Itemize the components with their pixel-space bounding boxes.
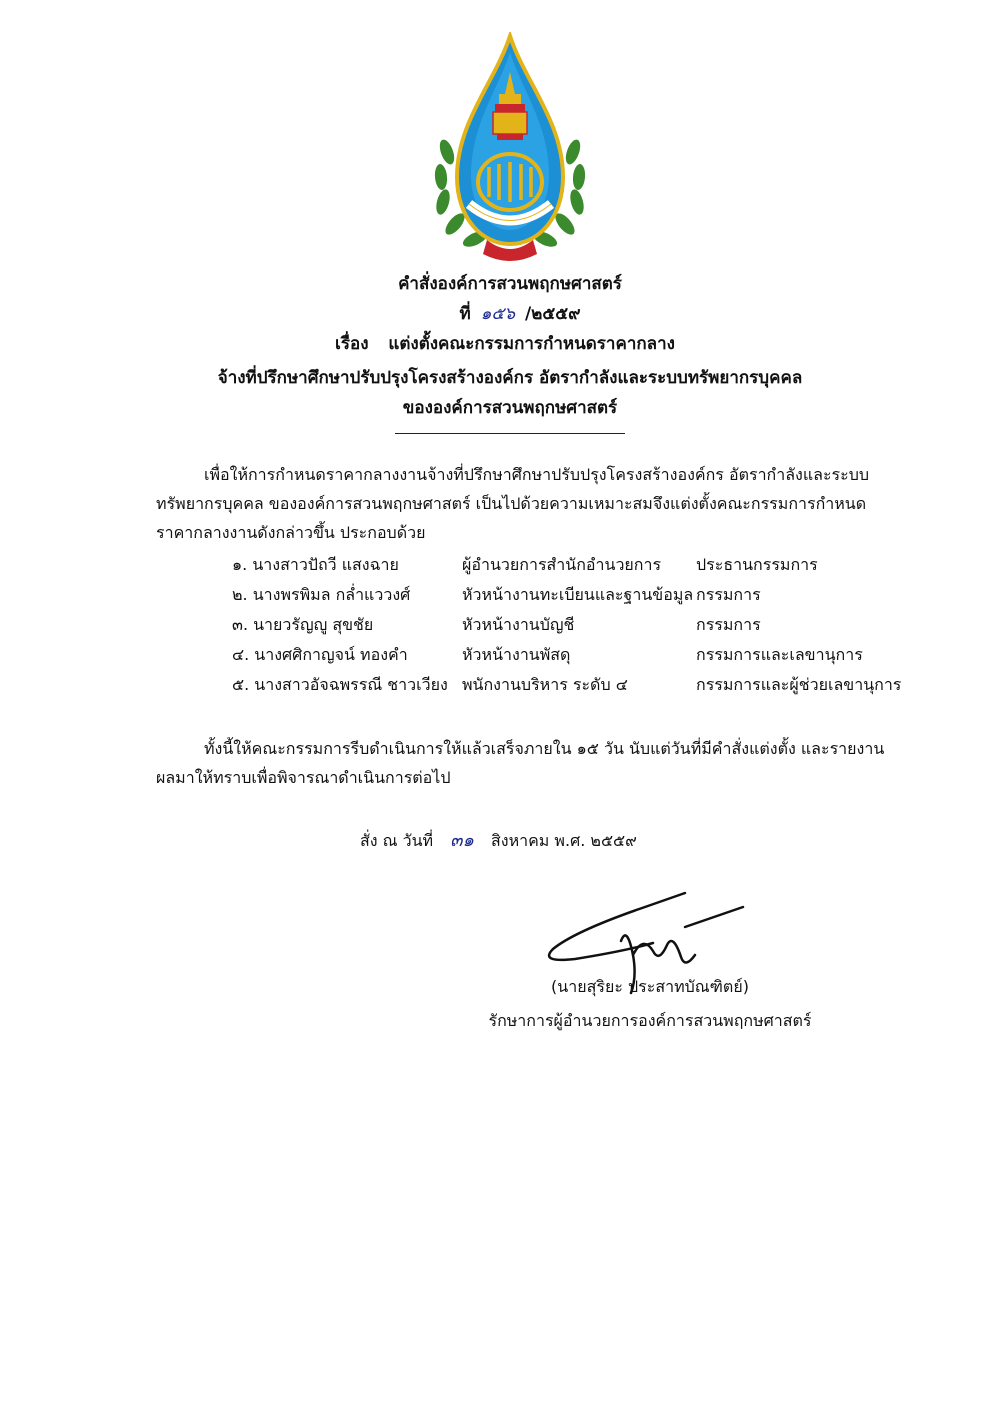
- closing-line: ผลมาให้ทราบเพื่อพิจารณาดำเนินการต่อไป: [156, 768, 451, 787]
- member-name: ๒. นางพรพิมล กล่ำแววงศ์: [232, 585, 411, 604]
- member-name: ๓. นายวรัญญู สุขชัย: [232, 615, 374, 634]
- subject-continued: จ้างที่ปรึกษาศึกษาปรับปรุงโครงสร้างองค์กร อัตรากำลังและระบบทรัพยากรบุคคล: [217, 368, 803, 388]
- intro-paragraph: [156, 460, 926, 547]
- member-position: หัวหน้างานพัสดุ: [462, 645, 571, 664]
- member-position: ผู้อำนวยการสำนักอำนวยการ: [462, 555, 662, 574]
- date-prefix: สั่ง ณ วันที่: [360, 831, 434, 850]
- signer-title: รักษาการผู้อำนวยการองค์การสวนพฤกษศาสตร์: [488, 1011, 812, 1030]
- intro-line: เพื่อให้การกำหนดราคากลางงานจ้างที่ปรึกษาศึกษาปรับปรุงโครงสร้างองค์กร อัตรากำลังและระบบ: [204, 465, 870, 484]
- order-number-handwritten: ๑๕๖: [480, 304, 516, 324]
- member-position: พนักงานบริหาร ระดับ ๔: [462, 675, 628, 694]
- order-title: คำสั่งองค์การสวนพฤกษศาสตร์: [398, 274, 622, 294]
- member-position: หัวหน้างานทะเบียนและฐานข้อมูล: [462, 585, 694, 604]
- closing-line: ทั้งนี้ให้คณะกรรมการรีบดำเนินการให้แล้วเสร็จภายใน ๑๕ วัน นับแต่วันที่มีคำสั่งแต่งตั้ง และรายงาน: [204, 739, 885, 758]
- subject-line: [0, 332, 1000, 356]
- subject-organization: ขององค์การสวนพฤกษศาสตร์: [402, 398, 618, 418]
- subject-label: เรื่อง: [335, 334, 369, 354]
- order-date: [360, 826, 637, 856]
- organization-emblem-icon: [425, 32, 595, 264]
- member-name: ๔. นางศศิกาญจน์ ทองคำ: [232, 645, 408, 664]
- member-role: กรรมการ: [696, 585, 761, 604]
- date-day-handwritten: ๓๑: [450, 830, 474, 851]
- member-role: ประธานกรรมการ: [696, 555, 818, 574]
- member-role: กรรมการและผู้ช่วยเลขานุการ: [696, 675, 902, 694]
- member-role: กรรมการและเลขานุการ: [696, 645, 863, 664]
- closing-paragraph: [156, 734, 926, 792]
- subject-text: แต่งตั้งคณะกรรมการกำหนดราคากลาง: [388, 334, 675, 354]
- header-divider: [395, 433, 625, 434]
- signer-name: (นายสุริยะ ประสาทบัณฑิตย์): [551, 977, 749, 996]
- intro-line: ราคากลางงานดังกล่าวขึ้น ประกอบด้วย: [156, 523, 426, 542]
- date-suffix: สิงหาคม พ.ศ. ๒๕๕๙: [490, 831, 637, 850]
- member-name: ๑. นางสาวปัถวี แสงฉาย: [232, 555, 399, 574]
- member-name: ๕. นางสาวอัจฉพรรณี ชาวเวียง: [232, 675, 448, 694]
- member-role: กรรมการ: [696, 615, 761, 634]
- member-position: หัวหน้างานบัญชี: [462, 615, 575, 634]
- order-number: [0, 302, 1000, 326]
- order-number-prefix: ที่: [459, 304, 471, 324]
- intro-line: ทรัพยากรบุคคล ขององค์การสวนพฤกษศาสตร์ เป็นไปด้วยความเหมาะสมจึงแต่งตั้งคณะกรรมการกำหนด: [156, 494, 867, 513]
- order-number-year: /๒๕๕๙: [524, 304, 581, 324]
